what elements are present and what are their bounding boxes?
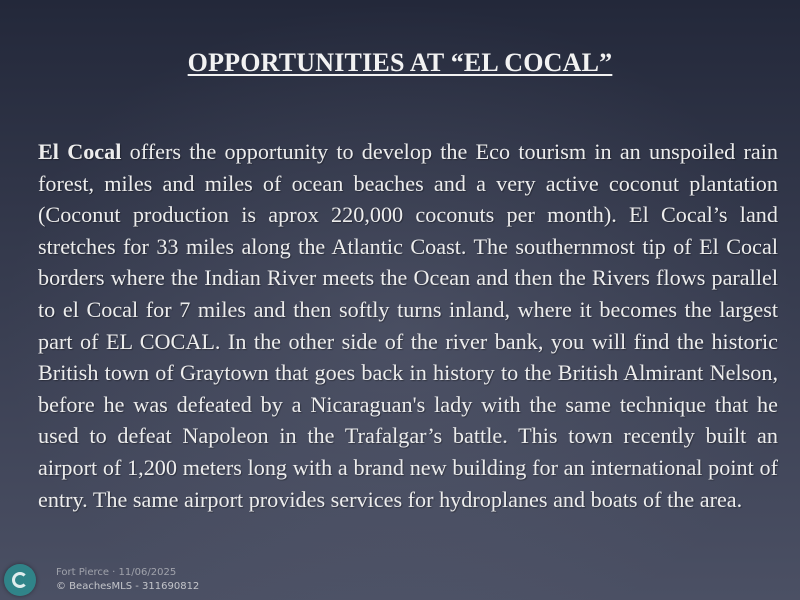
- body-bold-lead: El Cocal: [38, 139, 122, 164]
- mls-watermark: [0, 560, 240, 600]
- slide-body: [38, 136, 778, 515]
- watermark-copyright: © BeachesMLS - 311690812: [56, 581, 200, 592]
- beaches-mls-logo-icon: [4, 564, 36, 596]
- body-paragraph: offers the opportunity to develop the Eco tourism in an unspoiled rain forest, miles and miles of ocean beaches and a very active coconut plantation (Coconut production is aprox 220,000 coconuts per month). El Cocal’s land stretches for 33 miles along the Atlantic Coast. The southernmost tip of El Cocal borders where the Indian River meets the Ocean and then the Rivers flows parallel to el Cocal for 7 miles and then softly turns inland, where it becomes the largest part of EL COCAL. In the other side of the river bank, you will find the historic British town of Graytown that goes back in history to the British Almirant Nelson, before he was defeated by a Nicaraguan's lady with the same technique that he used to defeat Napoleon in the Trafalgar’s battle. This town recently built an airport of 1,200 meters long with a brand new building for an international point of entry. The same airport provides services for hydroplanes and boats of the area.: [38, 139, 778, 512]
- slide-title: OPPORTUNITIES AT “EL COCAL”: [187, 48, 613, 77]
- watermark-location-date: Fort Pierce · 11/06/2025: [56, 567, 177, 578]
